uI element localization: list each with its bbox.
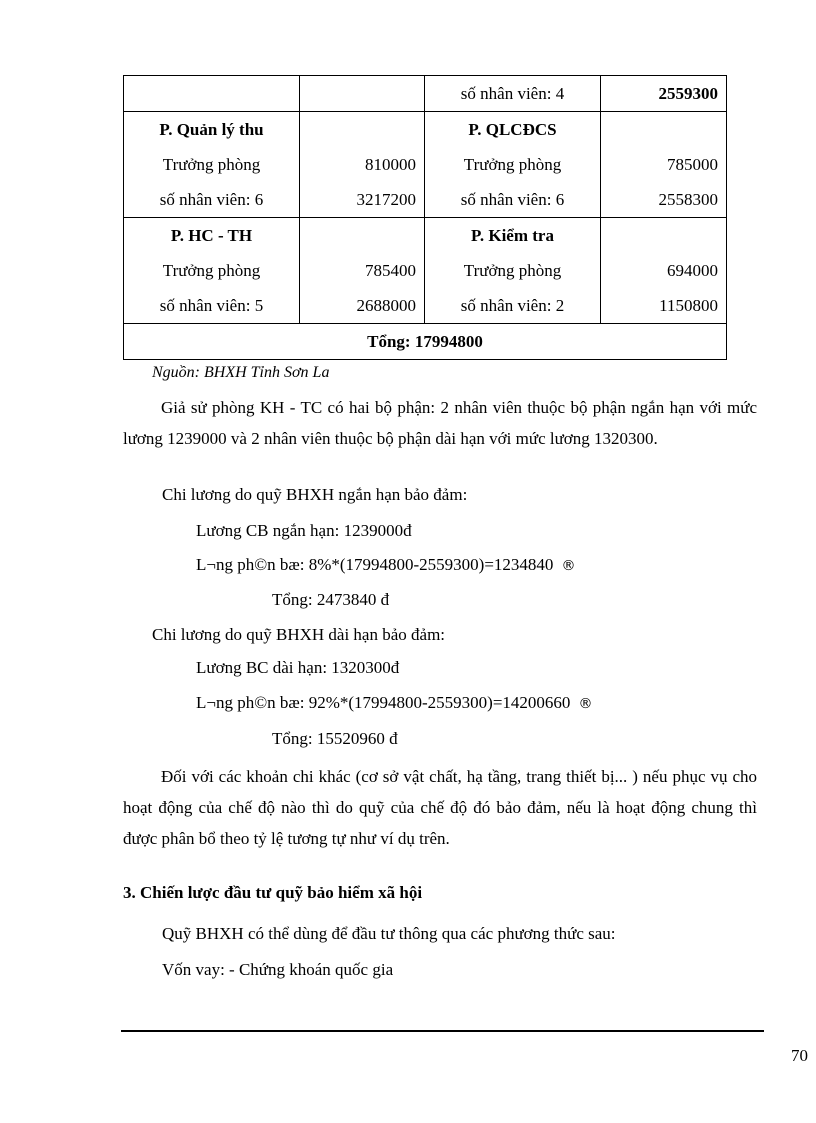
table-total-row <box>124 324 727 360</box>
staff-value: 1150800 <box>659 296 718 315</box>
long-term-alloc: L¬ng ph©n bæ: 92%*(17994800-2559300)=14200660 <box>196 693 571 712</box>
long-term-total: Tổng: 15520960 đ <box>272 729 398 748</box>
dept-name: P. Kiểm tra <box>471 226 554 245</box>
long-term-alloc-line <box>196 693 592 713</box>
paragraph-2-text: Đối với các khoản chi khác (cơ sở vật chất, hạ tầng, trang thiết bị... ) nếu phục vụ cho hoạt động của chế độ nào thì do quỹ của chế độ đó bảo đảm, nếu là hoạt động chung thì được phân bổ theo tỷ lệ tương tự như ví dụ trên. <box>123 767 757 848</box>
staff-label: số nhân viên: 6 <box>159 190 264 209</box>
head-value: 785000 <box>667 155 718 174</box>
staff-salary-value: 2559300 <box>658 84 718 103</box>
paragraph-1 <box>123 392 757 454</box>
table-row <box>124 76 727 112</box>
table-row <box>124 218 727 324</box>
short-term-total: Tổng: 2473840 đ <box>272 590 390 609</box>
head-value: 785400 <box>365 261 416 280</box>
staff-value: 3217200 <box>356 190 416 209</box>
dept-name: P. QLCĐCS <box>468 120 557 139</box>
alloc-symbol: ® <box>561 558 576 574</box>
paragraph-1-text: Giả sử phòng KH - TC có hai bộ phận: 2 nhân viên thuộc bộ phận ngắn hạn với mức lương 1239000 và 2 nhân viên thuộc bộ phận dài hạn với mức lương 1320300. <box>123 398 757 448</box>
long-term-intro: Chi lương do quỹ BHXH dài hạn bảo đảm: <box>152 625 446 644</box>
footer-rule <box>121 1030 764 1032</box>
short-term-intro: Chi lương do quỹ BHXH ngắn hạn bảo đảm: <box>162 485 468 504</box>
dept-name: P. HC - TH <box>170 226 253 245</box>
paragraph-4: Vốn vay: - Chứng khoán quốc gia <box>162 960 394 979</box>
paragraph-2 <box>123 761 757 854</box>
long-term-base: Lương BC dài hạn: 1320300đ <box>196 658 400 677</box>
section-heading: 3. Chiến lược đầu tư quỹ bảo hiểm xã hội <box>123 883 423 902</box>
table-row <box>124 112 727 218</box>
staff-count-label: số nhân viên: 4 <box>460 84 565 103</box>
page-number: 70 <box>791 1046 808 1065</box>
table-total: Tổng: 17994800 <box>367 332 483 351</box>
short-term-alloc-line <box>196 555 575 575</box>
head-value: 810000 <box>365 155 416 174</box>
head-value: 694000 <box>667 261 718 280</box>
short-term-alloc: L¬ng ph©n bæ: 8%*(17994800-2559300)=1234840 <box>196 555 554 574</box>
paragraph-3: Quỹ BHXH có thể dùng để đầu tư thông qua các phương thức sau: <box>162 924 616 943</box>
head-label: Trưởng phòng <box>463 155 562 174</box>
head-label: Trưởng phòng <box>162 155 261 174</box>
head-label: Trưởng phòng <box>162 261 261 280</box>
alloc-symbol: ® <box>578 696 593 712</box>
staff-label: số nhân viên: 5 <box>159 296 264 315</box>
staff-label: số nhân viên: 2 <box>460 296 565 315</box>
head-label: Trưởng phòng <box>463 261 562 280</box>
staff-label: số nhân viên: 6 <box>460 190 565 209</box>
staff-value: 2688000 <box>356 296 416 315</box>
dept-name: P. Quản lý thu <box>159 120 264 139</box>
staff-value: 2558300 <box>658 190 718 209</box>
source-note: Nguồn: BHXH Tỉnh Sơn La <box>152 364 330 381</box>
salary-table <box>123 75 727 360</box>
short-term-base: Lương CB ngắn hạn: 1239000đ <box>196 521 412 540</box>
